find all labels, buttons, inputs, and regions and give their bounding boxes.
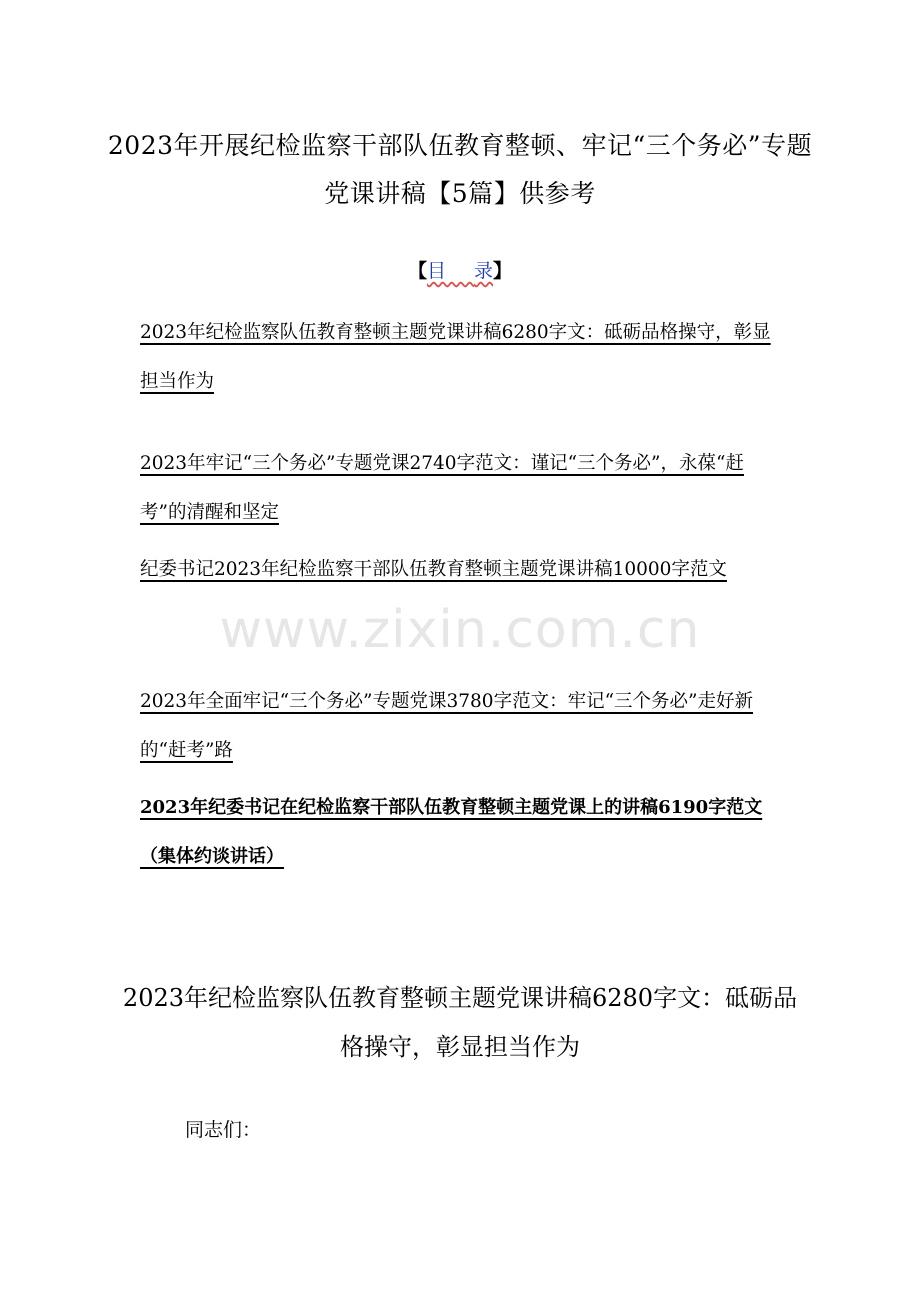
toc-label-second: 录 bbox=[474, 260, 494, 282]
toc-bracket-close: 】 bbox=[493, 260, 513, 282]
toc-heading bbox=[0, 256, 920, 286]
watermark-text: www.zixin.com.cn bbox=[219, 600, 701, 660]
toc-link-3[interactable]: 纪委书记2023年纪检监察干部队伍教育整顿主题党课讲稿10000字范文 bbox=[140, 559, 727, 580]
toc-bracket-open: 【 bbox=[407, 260, 427, 282]
toc-link-4[interactable]: 2023年全面牢记“三个务必”专题党课3780字范文：牢记“三个务必”走好新的“赶考”路 bbox=[140, 691, 753, 761]
toc-link-5[interactable]: 2023年纪委书记在纪检监察干部队伍教育整顿主题党课上的讲稿6190字范文（集体约谈讲话） bbox=[140, 797, 763, 867]
salutation: 同志们： bbox=[185, 1119, 262, 1141]
toc-link-2[interactable]: 2023年牢记“三个务必”专题党课2740字范文：谨记“三个务必”，永葆“赶考”的清醒和坚定 bbox=[140, 453, 744, 523]
section-title: 2023年纪检监察队伍教育整顿主题党课讲稿6280字文：砥砺品格操守，彰显担当作为 bbox=[122, 984, 798, 1061]
toc-link-1[interactable]: 2023年纪检监察队伍教育整顿主题党课讲稿6280字文：砥砺品格操守，彰显担当作为 bbox=[140, 322, 771, 392]
document-title: 2023年开展纪检监察干部队伍教育整顿、牢记“三个务必”专题党课讲稿【5篇】供参考 bbox=[107, 131, 813, 208]
toc-label-first: 目 bbox=[426, 260, 474, 282]
